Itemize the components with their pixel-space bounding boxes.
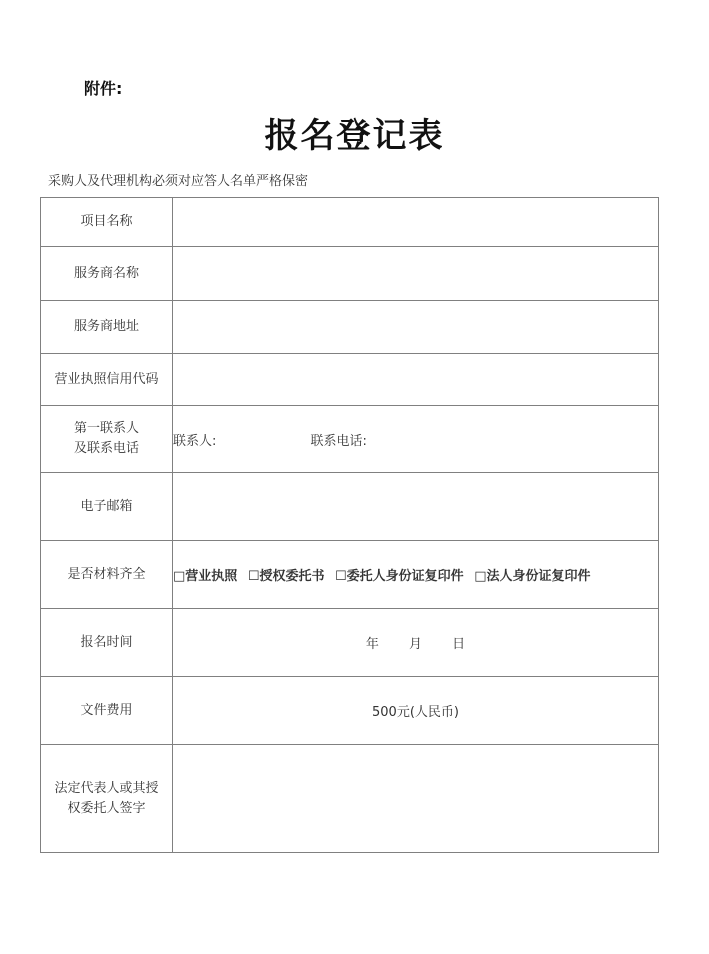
contact-label-line1: 第一联系人 xyxy=(73,421,139,436)
row-document-fee xyxy=(41,677,659,745)
checkbox-authorization-letter[interactable]: ☐授权委托书 xyxy=(247,569,325,584)
signature-field[interactable] xyxy=(173,745,659,853)
year-label: 年 xyxy=(365,637,379,652)
materials-checklist xyxy=(173,541,659,609)
row-service-provider-name xyxy=(41,247,659,301)
email-field[interactable] xyxy=(173,473,659,541)
signup-time-label: 报名时间 xyxy=(41,609,173,677)
registration-table xyxy=(40,197,659,853)
form-title: 报名登记表 xyxy=(264,116,445,156)
service-provider-address-field[interactable] xyxy=(173,301,659,354)
email-label: 电子邮箱 xyxy=(41,473,173,541)
service-provider-name-field[interactable] xyxy=(173,247,659,301)
service-provider-address-label: 服务商地址 xyxy=(41,301,173,354)
document-fee-value: 500元(人民币) xyxy=(173,677,659,745)
row-signature xyxy=(41,745,659,853)
contact-label xyxy=(41,406,173,473)
row-project-name xyxy=(41,198,659,247)
confidentiality-note: 采购人及代理机构必须对应答人名单严格保密 xyxy=(48,174,309,189)
credit-code-label: 营业执照信用代码 xyxy=(41,354,173,406)
row-service-provider-address xyxy=(41,301,659,354)
credit-code-field[interactable] xyxy=(173,354,659,406)
service-provider-name-label: 服务商名称 xyxy=(41,247,173,301)
month-label: 月 xyxy=(408,637,422,652)
contact-person-label: 联系人: xyxy=(173,433,217,449)
signature-label xyxy=(41,745,173,853)
row-contact xyxy=(41,406,659,473)
row-materials xyxy=(41,541,659,609)
checkbox-legal-rep-id-copy[interactable]: □法人身份证复印件 xyxy=(474,569,591,584)
row-credit-code xyxy=(41,354,659,406)
row-signup-time xyxy=(41,609,659,677)
contact-field[interactable] xyxy=(173,406,659,473)
document-fee-label: 文件费用 xyxy=(41,677,173,745)
project-name-field[interactable] xyxy=(173,198,659,247)
signature-label-line1: 法定代表人或其授 xyxy=(54,780,159,796)
row-email xyxy=(41,473,659,541)
materials-label: 是否材料齐全 xyxy=(41,541,173,609)
contact-phone-label: 联系电话: xyxy=(310,433,367,449)
project-name-label: 项目名称 xyxy=(41,198,173,247)
checkbox-business-license[interactable]: □营业执照 xyxy=(173,569,238,584)
day-label: 日 xyxy=(452,637,466,652)
attachment-label: 附件: xyxy=(84,79,123,98)
signature-label-line2: 权委托人签字 xyxy=(67,800,146,816)
signup-time-field[interactable] xyxy=(173,609,659,677)
contact-label-line2: 及联系电话 xyxy=(73,441,139,456)
checkbox-agent-id-copy[interactable]: ☐委托人身份证复印件 xyxy=(335,569,464,584)
